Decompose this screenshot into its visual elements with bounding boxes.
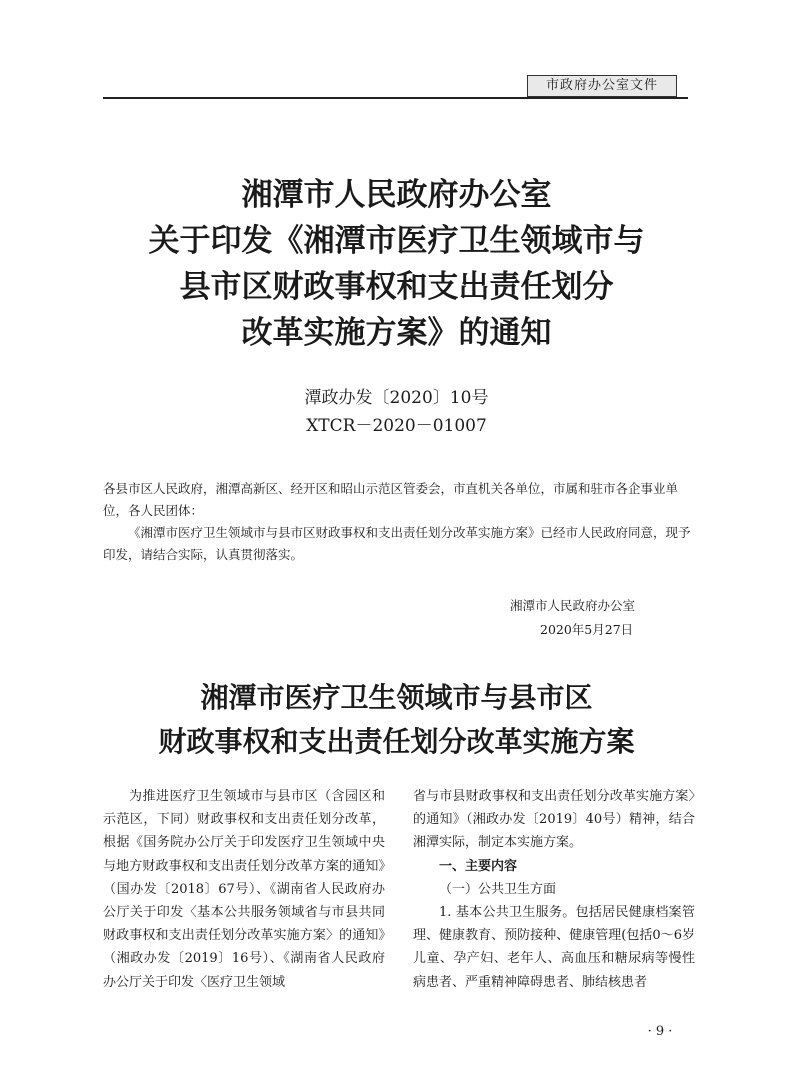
- notice-body: [103, 478, 693, 566]
- notice-title-line: 县市区财政事权和支出责任划分: [179, 269, 614, 305]
- issuer: 湘潭市人民政府办公室: [510, 598, 636, 613]
- plan-title-line: 财政事权和支出责任划分改革实施方案: [158, 725, 635, 758]
- notice-title-line: 湘潭市人民政府办公室: [241, 177, 552, 213]
- item-text: 1. 基本公共卫生服务。包括居民健康档案管理、健康教育、预防接种、健康管理(包括0～6岁儿童、孕产妇、老年人、高血压和糖尿病等慢性病患者、严重精神障碍患者、肺结核患者: [413, 905, 695, 990]
- plan-title-line: 湘潭市医疗卫生领域市与县市区: [200, 681, 593, 714]
- subsection-heading: （一）公共卫生方面: [439, 881, 557, 897]
- document-number-block: [100, 384, 693, 440]
- section-heading: 一、主要内容: [439, 858, 518, 874]
- plan-intro-left: 为推进医疗卫生领域市与县市区（含园区和示范区，下同）财政事权和支出责任划分改革，根据《国务院办公厅关于印发医疗卫生领域中央与地方财政事权和支出责任划分改革方案的通知》（国办发〔2018〕67号）、《湖南省人民政府办公厅关于印发〈基本公共服务领域省与市县共同财政事权和支出责任划分改革实施方案〉的通知》（湘政办发〔2019〕16号）、《湖南省人民政府办公厅关于印发〈医疗卫生领域: [103, 789, 385, 990]
- header-divider: [103, 97, 688, 99]
- page-number: · 9 ·: [647, 1024, 673, 1039]
- notice-title-line: 改革实施方案》的通知: [241, 315, 552, 351]
- left-column: [103, 785, 385, 994]
- issue-date: 2020年5月27日: [540, 622, 634, 637]
- notice-title: [100, 172, 693, 356]
- salutation: 各县市区人民政府，湘潭高新区、经开区和昭山示范区管委会，市直机关各单位，市属和驻市各企事业单位，各人民团体：: [103, 481, 679, 518]
- notice-text: 《湘潭市医疗卫生领域市与县市区财政事权和支出责任划分改革实施方案》已经市人民政府同意，现予印发，请结合实际，认真贯彻落实。: [103, 525, 691, 562]
- document-code: XTCR－2020－01007: [306, 416, 487, 436]
- plan-title: [100, 676, 693, 764]
- notice-title-line: 关于印发《湘潭市医疗卫生领域市与: [148, 223, 645, 259]
- right-column: [413, 785, 695, 994]
- document-category-label: 市政府办公室文件: [527, 75, 677, 97]
- plan-intro-right: 省与市县财政事权和支出责任划分改革实施方案〉的通知》（湘政办发〔2019〕40号）精神，结合湘潭实际，制定本实施方案。: [413, 789, 695, 851]
- signature-block: [510, 594, 690, 642]
- document-number: 潭政办发〔2020〕10号: [304, 388, 489, 408]
